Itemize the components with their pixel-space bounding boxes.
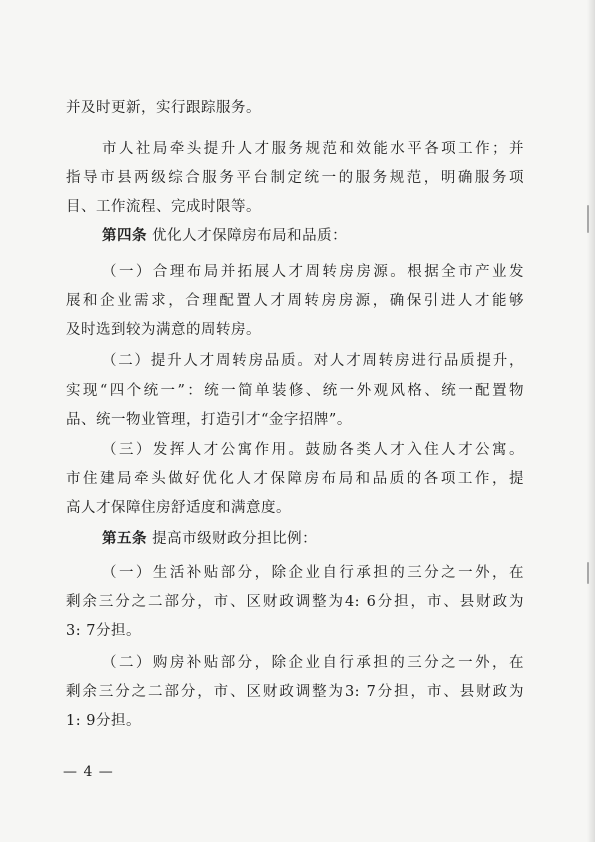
body-text-line: 市住建局牵头做好优化人才保障房布局和品质的各项工作，提 bbox=[66, 471, 524, 487]
body-text-line: 目、工作流程、完成时限等。 bbox=[66, 199, 261, 215]
article-number: 第四条 bbox=[102, 228, 147, 244]
page-edge-shadow bbox=[587, 0, 595, 842]
body-text-line: 3: 7分担。 bbox=[66, 623, 141, 639]
body-text-line: 剩余三分之二部分，市、区财政调整为4: 6分担，市、县财政为 bbox=[66, 594, 524, 610]
body-text-line: 及时选到较为满意的周转房。 bbox=[66, 322, 261, 338]
body-text-line: 市人社局牵头提升人才服务规范和效能水平各项工作；并 bbox=[102, 141, 524, 157]
body-text-line: （一）生活补贴部分，除企业自行承担的三分之一外，在 bbox=[102, 565, 524, 581]
body-text-line: 剩余三分之二部分，市、区财政调整为3: 7分担，市、县财政为 bbox=[66, 684, 524, 700]
page-number: — 4 — bbox=[63, 764, 114, 780]
body-text-line: （一）合理布局并拓展人才周转房房源。根据全市产业发 bbox=[102, 264, 524, 280]
article-title: 优化人才保障房布局和品质： bbox=[152, 228, 348, 244]
scan-edge-mark bbox=[587, 562, 589, 584]
body-text-line: 1: 9分担。 bbox=[66, 713, 141, 729]
body-text-line: （二）购房补贴部分，除企业自行承担的三分之一外，在 bbox=[102, 655, 524, 671]
body-text-line: （二）提升人才周转房品质。对人才周转房进行品质提升， bbox=[102, 353, 524, 369]
article-heading bbox=[102, 226, 524, 246]
article-heading bbox=[102, 529, 524, 549]
body-text-line: 指导市县两级综合服务平台制定统一的服务规范，明确服务项 bbox=[66, 170, 524, 186]
article-number: 第五条 bbox=[102, 531, 147, 547]
body-text-line: 并及时更新，实行跟踪服务。 bbox=[66, 100, 261, 116]
body-text-line: 展和企业需求，合理配置人才周转房房源，确保引进人才能够 bbox=[66, 293, 524, 309]
body-text-line: 实现“四个统一”：统一简单装修、统一外观风格、统一配置物 bbox=[66, 383, 524, 399]
body-text-line: （三）发挥人才公寓作用。鼓励各类人才入住人才公寓。 bbox=[102, 442, 524, 458]
scan-edge-mark bbox=[587, 205, 589, 233]
body-text-line: 品、统一物业管理，打造引才“金字招牌”。 bbox=[66, 412, 352, 428]
article-title: 提高市级财政分担比例： bbox=[152, 531, 318, 547]
body-text-line: 高人才保障住房舒适度和满意度。 bbox=[66, 500, 291, 516]
